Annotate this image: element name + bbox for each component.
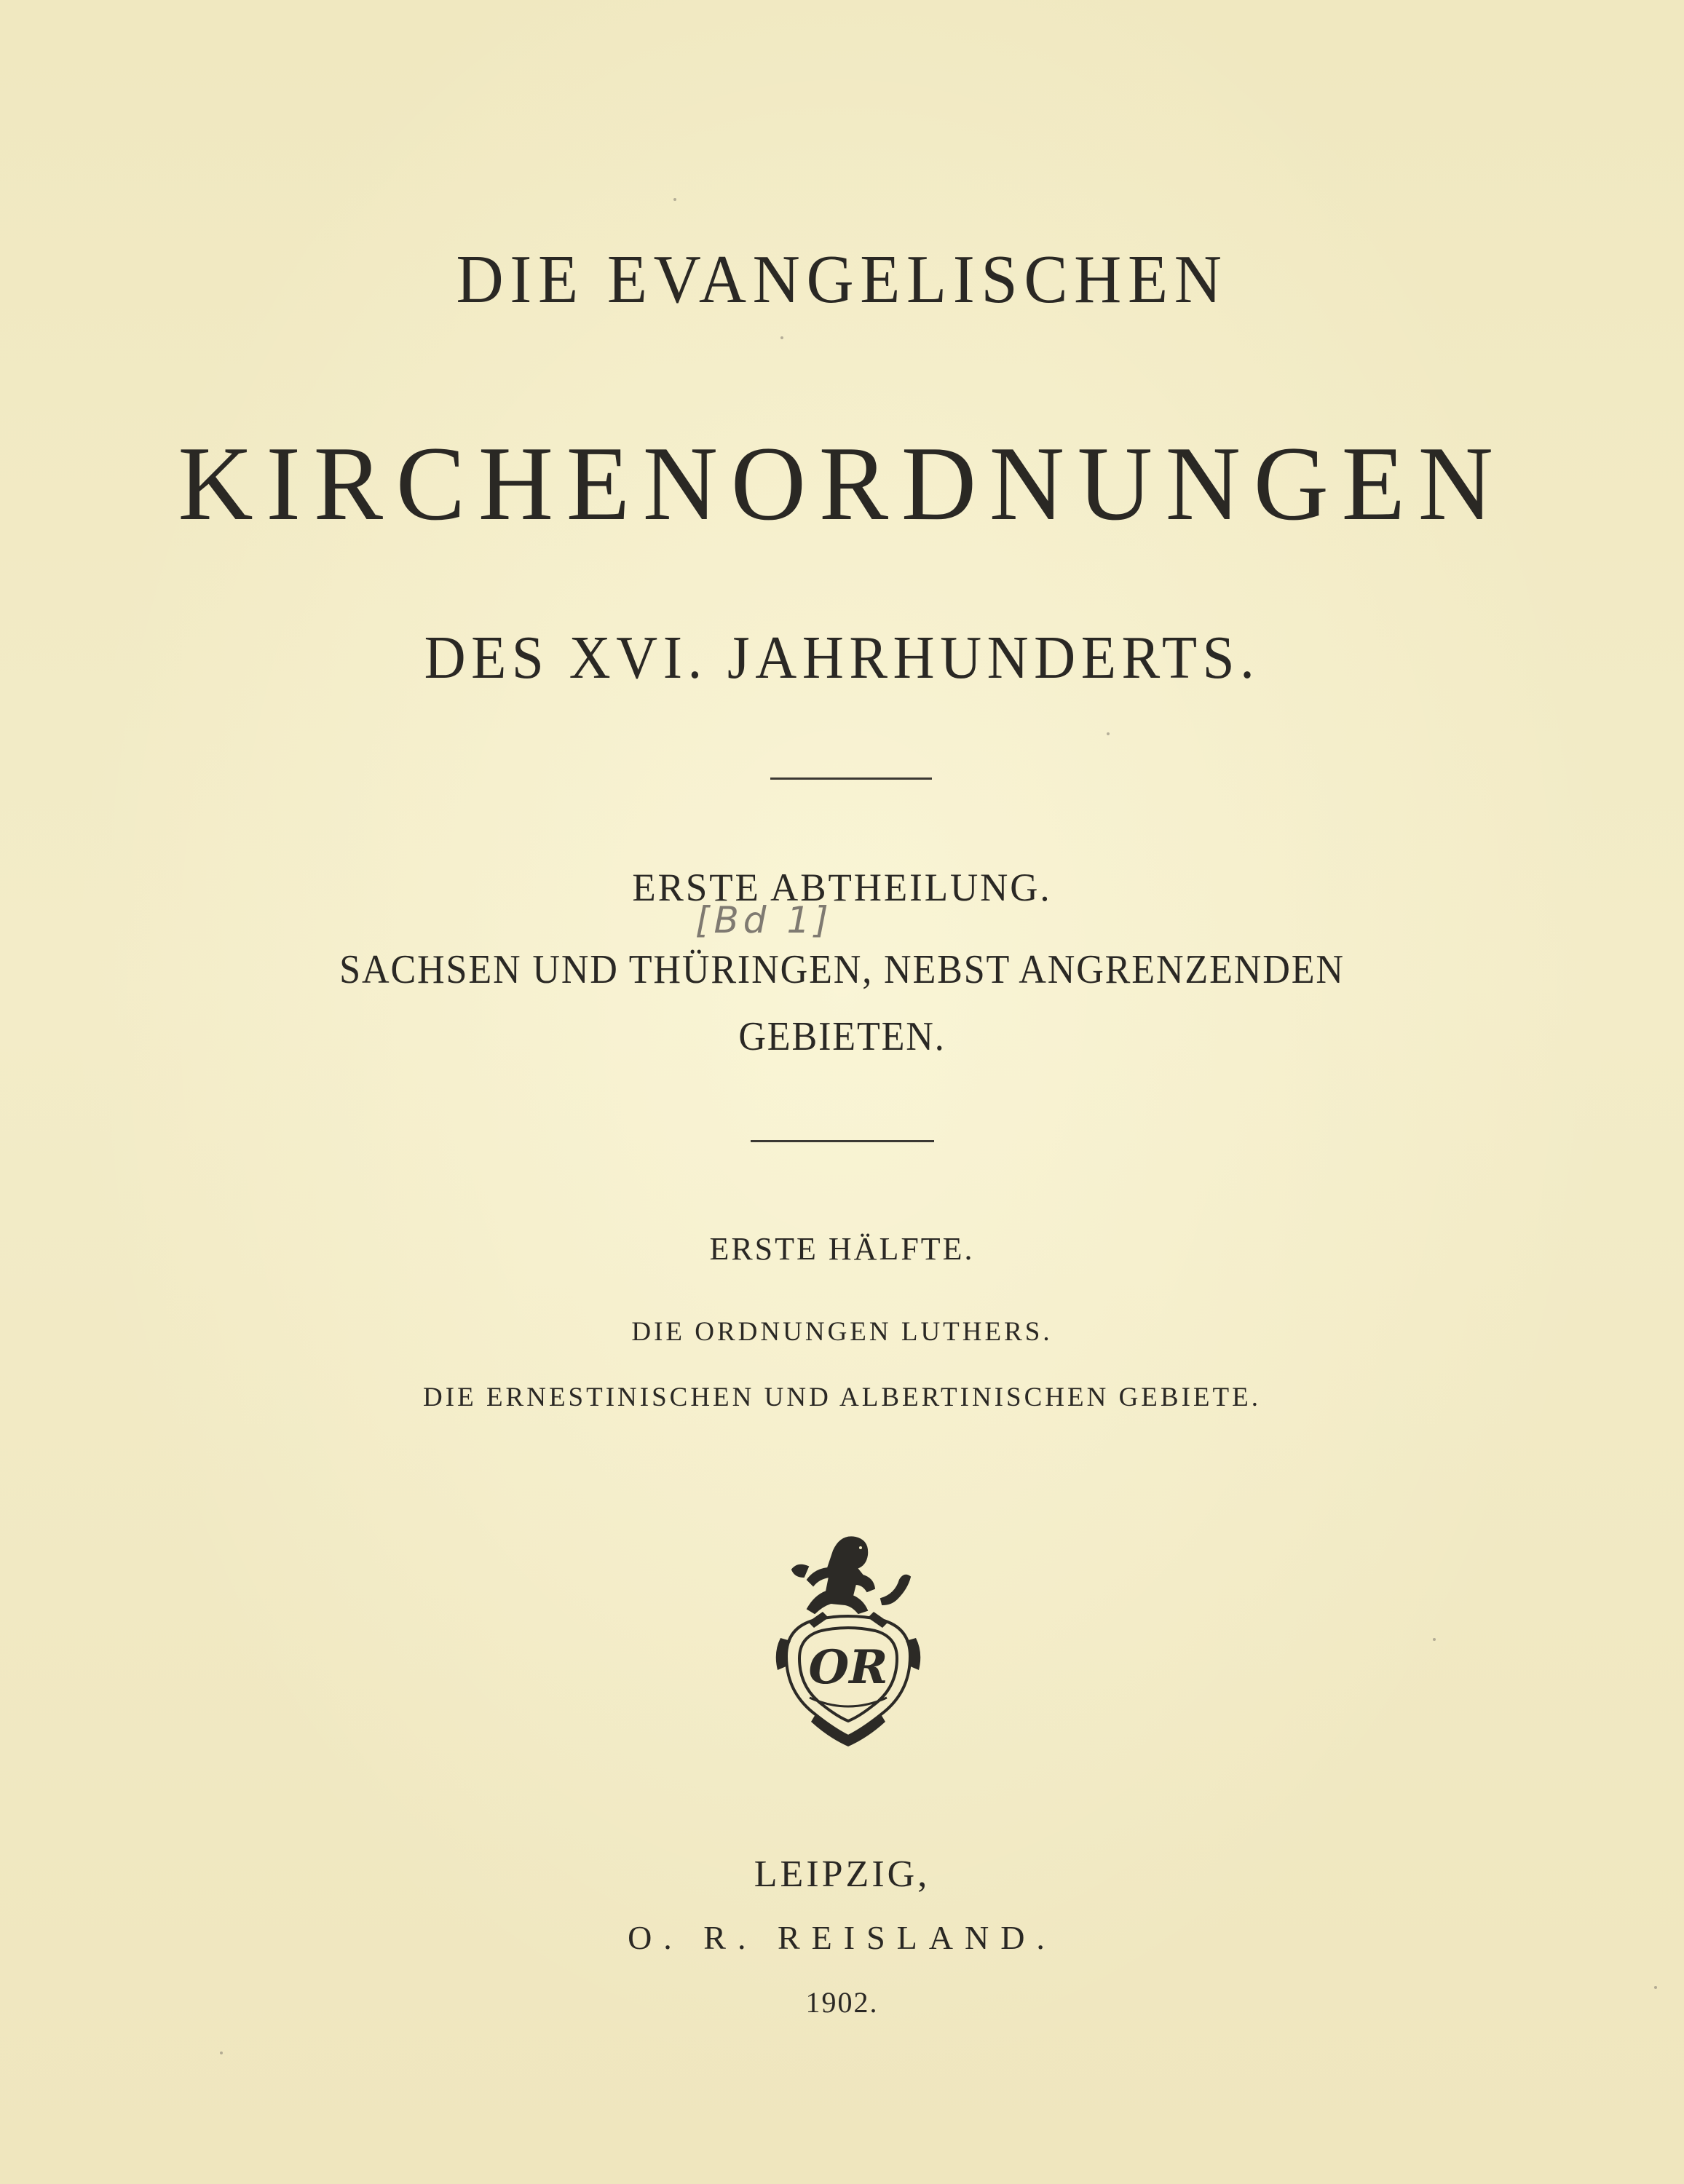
contents-line-2: DIE ERNESTINISCHEN UND ALBERTINISCHEN GEBIETE. — [423, 1382, 1261, 1412]
title-line-2: KIRCHENORDNUNGEN — [178, 424, 1506, 542]
division-label: ERSTE ABTHEILUNG. — [632, 866, 1052, 909]
part-label: ERSTE HÄLFTE. — [709, 1231, 975, 1267]
paper-speck — [220, 2052, 223, 2054]
imprint-city: LEIPZIG, — [754, 1853, 930, 1895]
title-line-1: DIE EVANGELISCHEN — [456, 242, 1228, 317]
divider-rule-2 — [751, 1140, 934, 1142]
region-line-2: GEBIETEN. — [738, 1014, 946, 1059]
svg-text:OR: OR — [808, 1640, 888, 1695]
publisher-lion-crest-icon — [764, 1529, 932, 1747]
imprint-year: 1902. — [805, 1986, 879, 2019]
divider-rule-1 — [770, 778, 932, 780]
title-line-3: DES XVI. JAHRHUNDERTS. — [424, 624, 1260, 692]
contents-line-1: DIE ORDNUNGEN LUTHERS. — [631, 1317, 1053, 1347]
paper-speck — [1433, 1638, 1436, 1641]
paper-speck — [673, 198, 676, 201]
paper-speck — [780, 336, 783, 339]
handwritten-note: [Bd 1] — [695, 899, 833, 941]
paper-speck — [1654, 1986, 1657, 1989]
paper-speck — [1107, 732, 1110, 735]
imprint-publisher: O. R. REISLAND. — [628, 1919, 1056, 1956]
region-line-1: SACHSEN UND THÜRINGEN, NEBST ANGRENZENDEN — [339, 947, 1345, 992]
